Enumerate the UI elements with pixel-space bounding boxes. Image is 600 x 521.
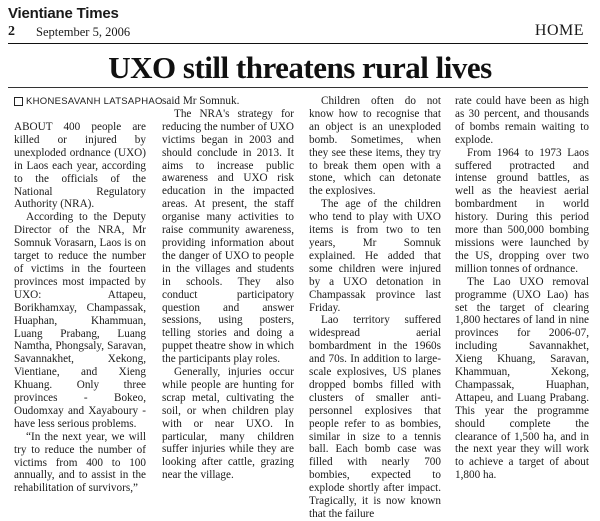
article-paragraph: Children often do not know how to recognise that an object is an unexploded bomb. Sometimes, when they see these items, they try to break them open with a stone, which can detonate the explosives. [309,95,441,198]
top-divider [8,43,588,44]
byline-box-icon [14,97,23,106]
article-paragraph: The Lao UXO removal programme (UXO Lao) has set the target of clearing 1,800 hectares of land in nine provinces for 2006-07, including Savannakhet, Xieng Khuang, Saravan, Khammuan, Xekong, Champassak, Huaphan, Attapeu, and Luang Prabang. This year the programme should complete the clearance of 1,500 ha, and in the next year they will work to achieve a target of about 1,800 ha. [455,275,589,482]
article-headline: UXO still threatens rural lives [108,50,492,85]
article-column-2 [162,95,294,482]
newspaper-masthead: Vientiane Times [8,5,119,22]
article-paragraph: Generally, injuries occur while people are hunting for scrap metal, cultivating the soil, or when children play with or near UXO. In particular, many children suffer injuries while they are looking after cattle, grazing near the village. [162,366,294,482]
article-paragraph: The age of the children who tend to play with UXO items is from two to ten years, Mr Somnuk explained. He added that some children were injured by a UXO detonation in Champassak province last Friday. [309,198,441,314]
headline-divider [8,87,588,88]
section-label: HOME [534,22,584,39]
article-column-4 [455,95,589,482]
byline-author: KHONESAVANH LATSAPHAO [26,96,163,107]
issue-date: September 5, 2006 [36,25,131,39]
article-paragraph: Lao territory suffered widespread aerial bombardment in the 1960s and 70s. In addition to large-scale explosives, US planes dropped bombs filled with clusters of smaller anti-personnel explosives that people refer to as bombies, similar in size to a tennis ball. Each bomb case was filled with nearly 700 bombies, expected to explode shortly after impact. Tragically, it is now known that the failure [309,314,441,520]
article-paragraph: rate could have been as high as 30 percent, and thousands of bombs remain waiting to explode. [455,95,589,146]
page-number: 2 [8,24,15,39]
page-info-bar [8,24,588,42]
article-paragraph: From 1964 to 1973 Laos suffered protracted and intense ground battles, as well as the heaviest aerial bombardment in world history. During this period more than 500,000 bombing missions were launched by the US, dropping over two million tonnes of ordnance. [455,146,589,275]
article-column-1 [14,121,146,495]
article-paragraph: said Mr Somnuk. [162,95,240,107]
article-paragraph: According to the Deputy Director of the NRA, Mr Somnuk Vorasarn, Laos is on target to reduce the number of victims in the fourteen provinces most impacted by UXO: Attapeu, Borikhamxay, Champassak, Huaphan, Khammuan, Luang Prabang, Luang Namtha, Phongsaly, Saravan, Savannakhet, Xekong, Vientiane, and Xieng Khuang. Only three provinces - Bokeo, Oudomxay and Xayaboury - have less serious problems. [14,211,146,430]
byline [14,96,163,107]
article-paragraph: “In the next year, we will try to reduce the number of victims from 400 to 100 annually, and to assist in the rehabilitation of survivors,” [14,430,146,495]
article-paragraph: The NRA's strategy for reducing the number of UXO victims began in 2003 and should conclude in 2013. It aims to increase public awareness and UXO risk education in the impacted areas. At present, the staff organise many activities to raise community awareness, providing information about the danger of UXO to people in the villages and students in schools. They also conduct participatory question and answer sessions, using posters, telling stories and doing a puppet theatre show in which the participants play roles. [162,107,294,366]
article-paragraph: ABOUT 400 people are killed or injured by unexploded ordnance (UXO) in Laos each year, according to the officials of the National Regulatory Authority (NRA). [14,121,146,211]
article-column-3 [309,95,441,520]
